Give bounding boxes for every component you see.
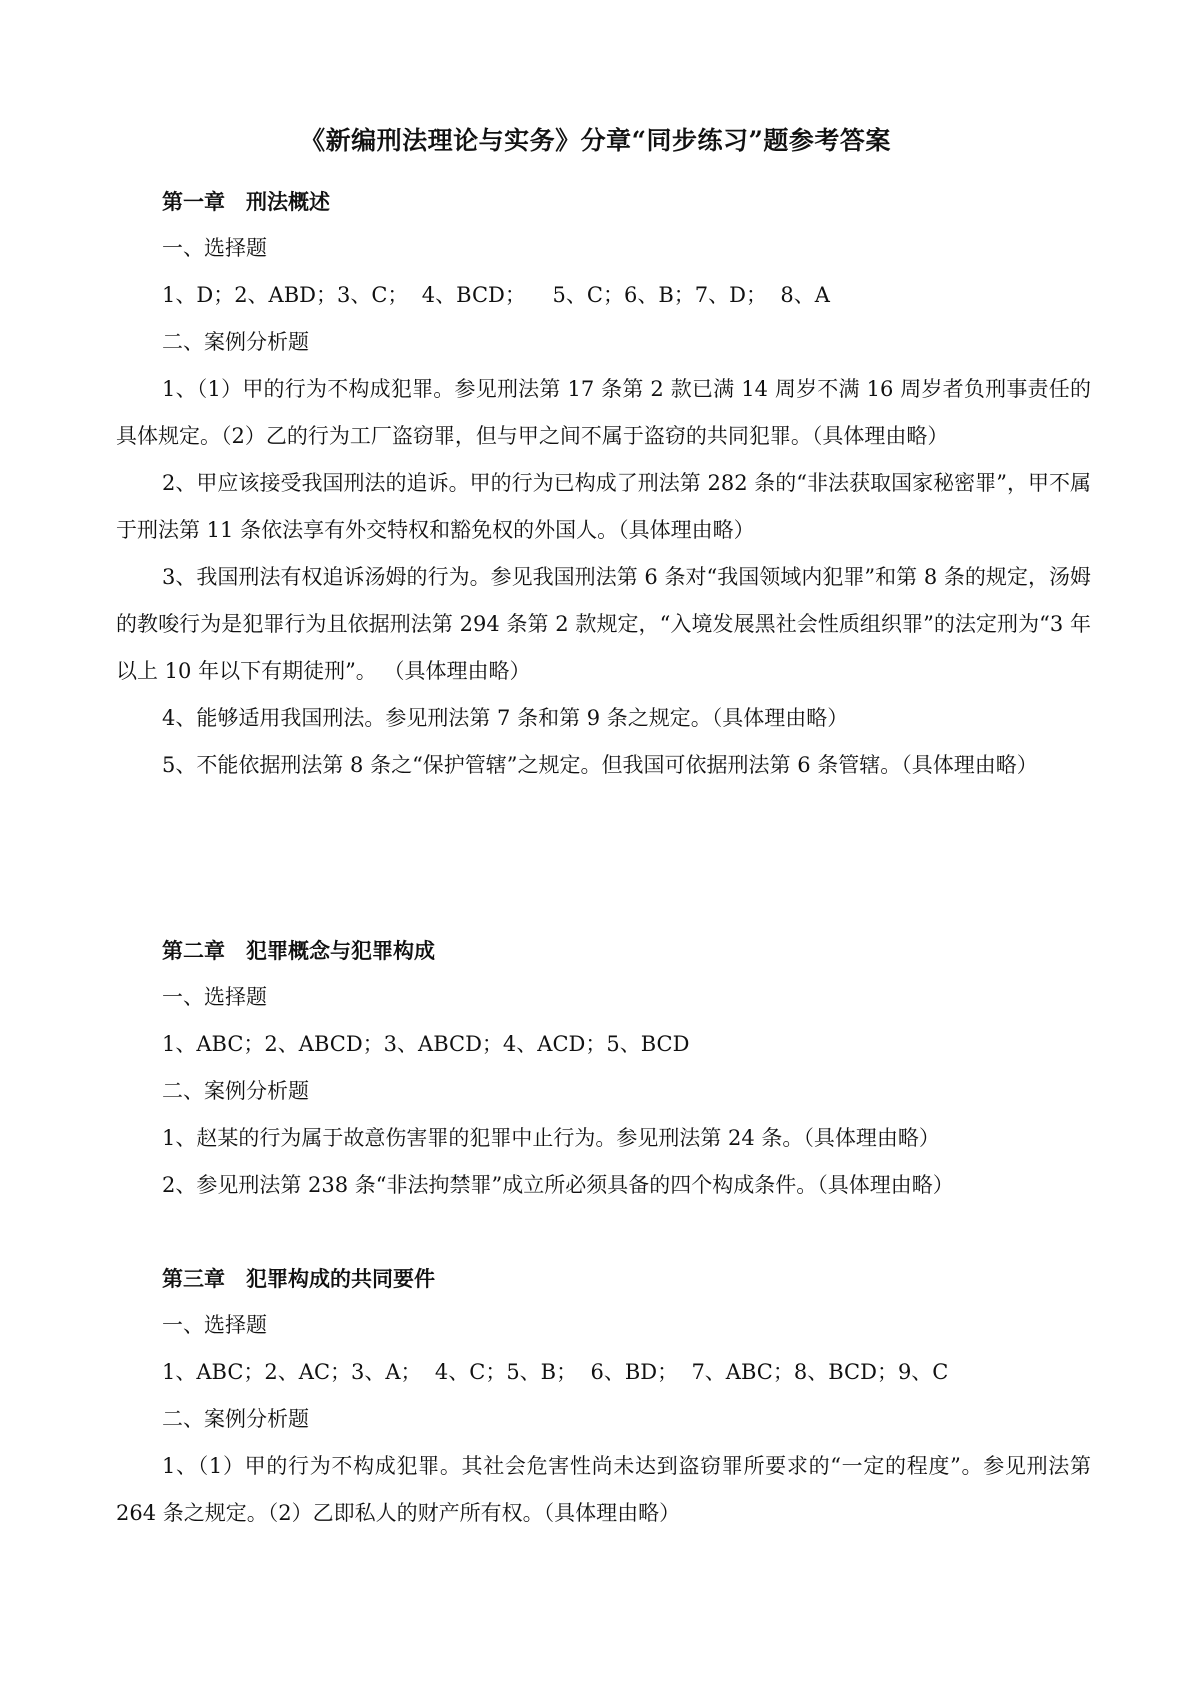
chapter-1-choice-heading: 一、选择题 bbox=[162, 236, 267, 260]
chapter-3-case-heading: 二、案例分析题 bbox=[162, 1407, 309, 1431]
chapter-1-case-list bbox=[116, 366, 1091, 789]
case-answer: 4、能够适用我国刑法。参见刑法第 7 条和第 9 条之规定。（具体理由略） bbox=[162, 706, 849, 730]
case-answer: 1、（1）甲的行为不构成犯罪。参见刑法第 17 条第 2 款已满 14 周岁不满 16 周岁者负刑事责任的具体规定。（2）乙的行为工厂盗窃罪，但与甲之间不属于盗窃的共同犯罪。（具体理由略） bbox=[116, 377, 1091, 448]
case-answer: 2、甲应该接受我国刑法的追诉。甲的行为已构成了刑法第 282 条的“非法获取国家秘密罪”，甲不属于刑法第 11 条依法享有外交特权和豁免权的外国人。（具体理由略） bbox=[116, 471, 1091, 542]
chapter-3-case-list bbox=[116, 1443, 1091, 1537]
chapter-2-heading: 第二章 犯罪概念与犯罪构成 bbox=[162, 938, 435, 963]
case-answer: 1、赵某的行为属于故意伤害罪的犯罪中止行为。参见刑法第 24 条。（具体理由略） bbox=[162, 1126, 940, 1150]
chapter-1-choice-answers: 1、D；2、ABD；3、C； 4、BCD； 5、C；6、B；7、D； 8、A bbox=[162, 283, 830, 307]
case-answer: 2、参见刑法第 238 条“非法拘禁罪”成立所必须具备的四个构成条件。（具体理由略） bbox=[162, 1173, 954, 1197]
case-answer: 3、我国刑法有权追诉汤姆的行为。参见我国刑法第 6 条对“我国领域内犯罪”和第 8 条的规定，汤姆的教唆行为是犯罪行为且依据刑法第 294 条第 2 款规定，“入境发展黑社会性质组织罪”的法定刑为“3 年以上 10 年以下有期徒刑”。 （具体理由略） bbox=[116, 565, 1091, 683]
chapter-3-section bbox=[116, 1255, 1091, 1537]
chapter-1-heading: 第一章 刑法概述 bbox=[162, 189, 330, 214]
chapter-1-case-heading: 二、案例分析题 bbox=[162, 330, 309, 354]
chapter-2-choice-heading: 一、选择题 bbox=[162, 985, 267, 1009]
chapter-2-case-heading: 二、案例分析题 bbox=[162, 1079, 309, 1103]
chapter-3-heading: 第三章 犯罪构成的共同要件 bbox=[162, 1266, 435, 1291]
chapter-3-choice-answers: 1、ABC；2、AC；3、A； 4、C；5、B； 6、BD； 7、ABC；8、BCD；9、C bbox=[162, 1360, 949, 1384]
chapter-2-case-list bbox=[116, 1115, 1091, 1209]
case-answer: 1、（1）甲的行为不构成犯罪。其社会危害性尚未达到盗窃罪所要求的“一定的程度”。参见刑法第 264 条之规定。（2）乙即私人的财产所有权。（具体理由略） bbox=[116, 1454, 1091, 1525]
chapter-1-section bbox=[116, 178, 1091, 789]
chapter-2-choice-answers: 1、ABC；2、ABCD；3、ABCD；4、ACD；5、BCD bbox=[162, 1032, 690, 1056]
chapter-3-choice-heading: 一、选择题 bbox=[162, 1313, 267, 1337]
chapter-2-section bbox=[116, 927, 1091, 1209]
document-title: 《新编刑法理论与实务》分章“同步练习”题参考答案 bbox=[300, 126, 891, 155]
case-answer: 5、不能依据刑法第 8 条之“保护管辖”之规定。但我国可依据刑法第 6 条管辖。（具体理由略） bbox=[162, 753, 1038, 777]
